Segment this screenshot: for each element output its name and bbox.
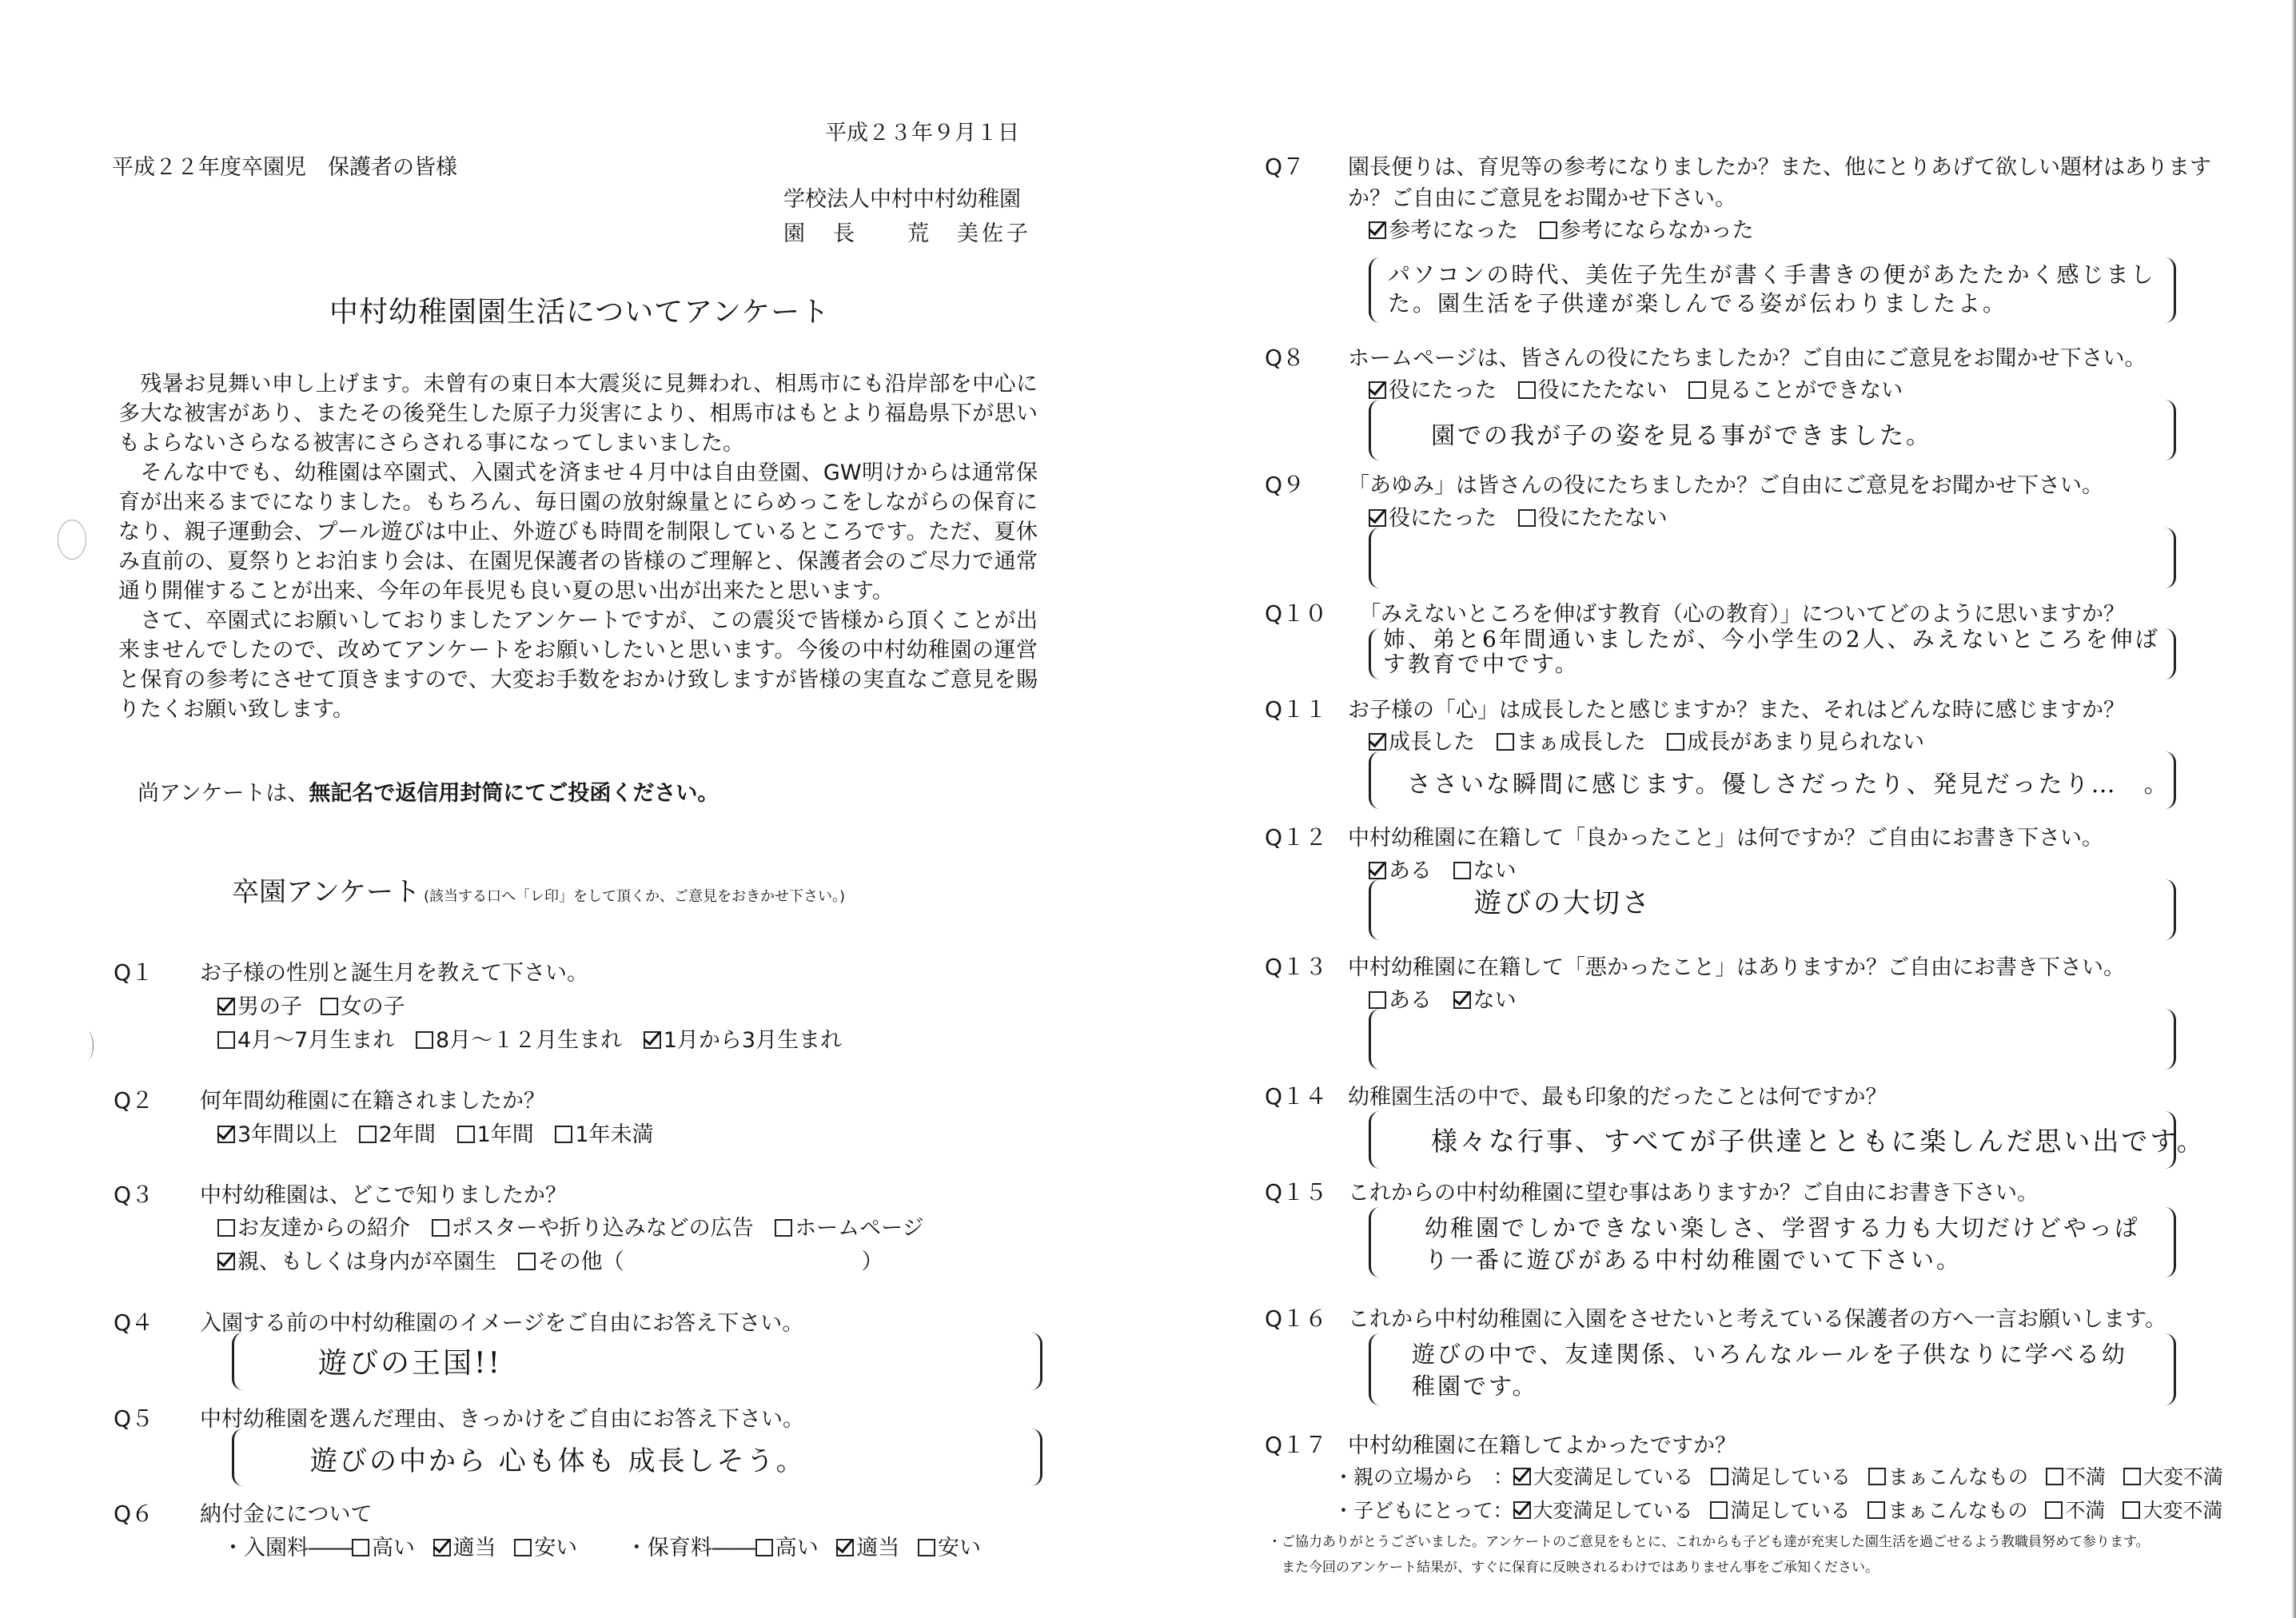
option-other[interactable] [518,1249,883,1274]
option-aug-dec[interactable] [416,1028,622,1053]
option-female[interactable] [321,994,405,1019]
footer-line-2: また今回のアンケート結果が、すぐに保育に反映されるわけではありません事をご承知ください。 [1268,1560,1879,1576]
q14-text: 幼稚園生活の中で、最も印象的だったことは何ですか？ [1348,1085,1887,1110]
option-very-dissatisfied[interactable] [2123,1465,2223,1488]
option-very-satisfied[interactable] [1513,1465,1693,1488]
punch-hole-mark [58,520,86,560]
checkbox[interactable] [2123,1468,2141,1485]
q10-answer: 姉、弟と6年間通いましたが、今小学生の2人、みえないところを伸ばす教育で中です。 [1383,626,2160,677]
q13-answer-bracket[interactable] [1369,1009,2176,1070]
checkbox[interactable] [1453,862,1471,879]
option-label: 見ることができない [1708,378,1903,403]
q17-child-label: ・子どもにとって： [1333,1499,1513,1522]
q15-text: これからの中村幼稚園に望む事はありますか？ご自由にお書き下さい。 [1348,1181,2039,1206]
q3-text: 中村幼稚園は、どこで知りましたか？ [200,1183,567,1208]
checkbox[interactable] [2046,1468,2063,1485]
q5-answer: 遊びの中から 心も体も 成長しそう。 [310,1445,806,1477]
document-title: 中村幼稚園園生活についてアンケート [329,296,831,329]
option-label: ない [1473,988,1517,1013]
checkbox[interactable] [217,1031,235,1049]
checkbox[interactable] [457,1126,475,1143]
q17-parent-label: ・親の立場から ： [1333,1465,1514,1488]
q10-number: Q１０ [1265,600,1328,627]
option-very-dissatisfied[interactable] [2123,1499,2222,1522]
q1-number: Q１ [114,959,154,986]
option-label: 成長があまり見られない [1687,730,1925,755]
checkbox-checked[interactable] [644,1031,661,1049]
checkbox-checked[interactable] [836,1539,854,1556]
option-label: 親、もしくは身内が卒園生 [237,1249,496,1274]
q3-options-a [217,1210,924,1241]
scan-artifact-mark [82,1031,94,1060]
option-satisfied[interactable] [1710,1499,1850,1522]
option-label: まぁ成長した [1516,730,1646,755]
checkbox[interactable] [1711,1468,1728,1485]
q1-text: お子様の性別と誕生月を教えて下さい。 [200,961,588,986]
checkbox[interactable] [514,1539,532,1556]
option-tuition-fair[interactable] [836,1536,899,1560]
option-label: 1年未満 [575,1122,654,1147]
q8-answer: 園での我が子の姿を見る事ができました。 [1431,422,1932,450]
checkbox-checked[interactable] [1369,509,1386,527]
q17-row-child [1333,1495,2222,1524]
option-2years[interactable] [359,1122,436,1147]
checkbox-checked[interactable] [1369,862,1386,879]
q4-answer: 遊びの王国!! [318,1347,502,1380]
intro-paragraph: 残暑お見舞い申し上げます。未曾有の東日本大震災に見舞われ、相馬市にも沿岸部を中心に多大な被害があり、またその後発生した原子力災害により、相馬市はもとより福島県下が思いもよらないさらなる被害にさらされる事になってしまいました。 [118,372,1038,456]
q1-options-gender [217,989,405,1020]
q7-number: Q７ [1265,153,1305,180]
q2-options [217,1117,654,1148]
option-label: お友達からの紹介 [237,1216,410,1241]
checkbox-checked[interactable] [1453,991,1471,1009]
option-very-satisfied[interactable] [1513,1499,1693,1522]
option-friend[interactable] [217,1216,410,1241]
option-label: 参考になった [1389,218,1518,243]
option-label: 安い [937,1536,981,1560]
option-poster[interactable] [432,1216,754,1241]
q7-answer: パソコンの時代、美佐子先生が書く手書きの便があたたかく感じました。園生活を子供達が楽しんでる姿が伝わりましたよ。 [1388,261,2156,317]
q7-options [1369,213,1754,244]
option-label: 不満 [2065,1499,2106,1522]
checkbox[interactable] [1867,1501,1885,1519]
intro-paragraph: そんな中でも、幼稚園は卒園式、入園式を済ませ４月中は自由登園、GW明けからは通常保育が出来るまでになりました。もちろん、毎日園の放射線量とにらめっこをしながらの保育になり、親子運動会、プール遊びは中止、外遊びも時間を制限しているところです。ただ、夏休み直前の、夏祭りとお泊まり会は、在園児保護者の皆様のご理解と、保護者会のご尽力で通常通り開催することが出来、今年の年長児も良い夏の思い出が出来たと思います。 [118,460,1038,604]
option-label: ポスターや折り込みなどの広告 [451,1216,754,1241]
q15-number: Q１５ [1265,1179,1328,1206]
checkbox[interactable] [918,1539,935,1556]
option-dissatisfied[interactable] [2046,1465,2106,1488]
option-under1year[interactable] [555,1122,653,1147]
option-satisfied[interactable] [1711,1465,1851,1488]
q9-number: Q９ [1265,472,1305,498]
option-label: ある [1389,988,1432,1013]
q16-number: Q１６ [1265,1305,1328,1332]
q7-text-line1: 園長便りは、育児等の参考になりましたか？また、他にとりあげて欲しい題材はあります [1348,155,2211,180]
sender-organization: 学校法人中村中村幼稚園 [783,187,1021,212]
q11-text: お子様の「心」は成長したと感じますか？また、それはどんな時に感じますか？ [1348,698,2125,723]
checkbox-checked[interactable] [217,1126,235,1143]
q9-text: 「あゆみ」は皆さんの役にたちましたか？ご自由にご意見をお聞かせ下さい。 [1348,473,2103,498]
option-so-so[interactable] [1868,1465,2028,1488]
checkbox[interactable] [321,998,338,1015]
addressee: 平成２２年度卒園児 保護者の皆様 [112,155,457,180]
q5-number: Q５ [114,1405,154,1432]
option-label: 役にたたない [1537,378,1668,403]
option-label: 参考にならなかった [1559,218,1754,243]
option-label: 成長した [1389,730,1475,755]
option-label: ホームページ [795,1216,924,1241]
checkbox[interactable] [1710,1501,1728,1519]
checkbox-checked[interactable] [1513,1501,1531,1519]
option-label: 満足している [1730,1499,1851,1522]
checkbox-checked[interactable] [1369,381,1386,399]
checkbox[interactable] [555,1126,572,1143]
option-helpful[interactable] [1369,218,1518,243]
q8-number: Q８ [1265,345,1305,371]
option-jan-mar[interactable] [644,1028,842,1053]
q13-text: 中村幼稚園に在籍して「悪かったこと」はありますか？ご自由にお書き下さい。 [1348,955,2125,980]
option-admission-cheap[interactable] [514,1536,577,1560]
sender-name: 園 長 荒 美佐子 [783,221,1031,246]
option-label: まぁこんなもの [1887,1465,2028,1488]
checkbox[interactable] [2123,1501,2140,1519]
option-label: 高い [372,1536,415,1560]
option-label: 適当 [452,1536,496,1560]
option-tuition-cheap[interactable] [918,1536,981,1560]
q6-tuition-label: ・保育料―― [625,1536,755,1560]
checkbox[interactable] [432,1219,449,1237]
q11-number: Q１１ [1265,696,1328,723]
checkbox[interactable] [1369,991,1386,1009]
option-label: 男の子 [237,994,302,1019]
checkbox-checked[interactable] [1369,221,1386,239]
q14-answer: 様々な行事、すべてが子供達とともに楽しんだ思い出です。 [1431,1126,2206,1157]
q16-answer: 遊びの中で、友達関係、いろんなルールを子供なりに学べる幼稚園です。 [1412,1341,2127,1400]
option-label: 大変不満 [2143,1465,2223,1488]
survey-heading-note: (該当する口へ「レ印」をして頂くか、ご意見をおきかせ下さい。) [423,888,846,905]
q9-answer-bracket[interactable] [1369,528,2176,588]
option-3years[interactable] [217,1122,337,1147]
option-label: 大変満足している [1533,1465,1694,1488]
q11-answer: ささいな瞬間に感じます。優しさだったり、発見だったり… 。 [1407,771,2170,799]
checkbox[interactable] [1667,733,1684,751]
intro-note-bold: 無記名で返信用封筒にてご投函ください。 [309,781,719,806]
q4-text: 入園する前の中村幼稚園のイメージをご自由にお答え下さい。 [200,1311,804,1336]
q12-answer: 遊びの大切さ [1474,887,1652,919]
checkbox-checked[interactable] [1513,1468,1531,1485]
option-label: 8月～１２月生まれ [435,1028,623,1053]
option-tuition-high[interactable] [755,1536,819,1560]
option-label: 女の子 [340,994,405,1019]
q1-options-birth [217,1022,842,1054]
q8-text: ホームページは、皆さんの役にたちましたか？ご自由にご意見をお聞かせ下さい。 [1348,346,2147,371]
option-label: 1月から3月生まれ [663,1028,843,1053]
checkbox-checked[interactable] [217,998,235,1015]
checkbox[interactable] [1868,1468,1886,1485]
option-label: まぁこんなもの [1887,1499,2028,1522]
checkbox[interactable] [2045,1501,2063,1519]
q14-number: Q１４ [1265,1083,1328,1110]
option-label: 適当 [856,1536,900,1560]
option-1year[interactable] [457,1122,534,1147]
option-label: その他（ ） [537,1249,883,1274]
checkbox-checked[interactable] [217,1253,235,1270]
q5-text: 中村幼稚園を選んだ理由、きっかけをご自由にお答え下さい。 [200,1407,804,1432]
checkbox[interactable] [416,1031,433,1049]
checkbox-checked[interactable] [1369,733,1386,751]
option-label: 大変不満 [2143,1499,2223,1522]
survey-heading [232,870,845,909]
option-label: 4月～7月生まれ [237,1028,395,1053]
q2-text: 何年間幼稚園に在籍されましたか？ [200,1089,545,1114]
option-label: 役にたった [1389,506,1497,531]
q6-admission-label: ・入園料―― [222,1536,352,1560]
intro-note [138,775,719,807]
q13-number: Q１３ [1265,954,1328,980]
q6-text: 納付金にについて [200,1502,373,1527]
option-not-helpful[interactable] [1540,218,1754,243]
intro-body [118,369,1038,724]
footer-line-1: ・ご協力ありがとうございました。アンケートのご意見をもとに、これからも子ども達が充実した園生活を過ごせるよう教職員努めて参ります。 [1268,1534,2150,1550]
option-label: ない [1473,859,1517,883]
option-admission-high[interactable] [352,1536,415,1560]
date: 平成２３年９月１日 [825,121,1019,145]
checkbox[interactable] [352,1539,369,1556]
checkbox[interactable] [1688,381,1706,399]
q17-number: Q１７ [1265,1432,1328,1458]
option-label: 満足している [1730,1465,1851,1488]
option-family-graduate[interactable] [217,1249,496,1274]
option-male[interactable] [217,994,302,1019]
q3-number: Q３ [114,1182,154,1208]
option-label: 3年間以上 [237,1122,338,1147]
q6-options [222,1530,981,1561]
survey-heading-title: 卒園アンケート [232,876,421,908]
option-label: 安い [534,1536,578,1560]
q2-number: Q２ [114,1087,154,1114]
q17-text: 中村幼稚園に在籍してよかったですか？ [1348,1433,1736,1458]
q7-text-line2: か？ご自由にご意見をお聞かせ下さい。 [1348,186,1736,211]
option-homepage[interactable] [775,1216,923,1241]
option-apr-jul[interactable] [217,1028,394,1053]
option-label: 大変満足している [1533,1499,1693,1522]
checkbox[interactable] [1518,381,1536,399]
option-so-so[interactable] [1867,1499,2027,1522]
q12-text: 中村幼稚園に在籍して「良かったこと」は何ですか？ご自由にお書き下さい。 [1348,826,2103,851]
checkbox[interactable] [775,1219,792,1237]
option-label: 役にたった [1389,378,1497,403]
checkbox[interactable] [1518,509,1536,527]
checkbox[interactable] [1497,733,1514,751]
intro-paragraph: さて、卒園式にお願いしておりましたアンケートですが、この震災で皆様から頂くことが出来ませんでしたので、改めてアンケートをお願いしたいと思います。今後の中村幼稚園の運営と保育の参考にさせて頂きますので、大変お手数をおかけ致しますが皆様の実直なご意見を賜りたくお願い致します。 [118,608,1038,722]
option-label: 2年間 [378,1122,436,1147]
option-dissatisfied[interactable] [2045,1499,2105,1522]
q15-answer: 幼稚園でしかできない楽しさ、学習する力も大切だけどやっぱり一番に遊びがある中村幼稚園でいて下さい。 [1425,1214,2140,1273]
checkbox-checked[interactable] [433,1539,451,1556]
option-label: 不満 [2065,1465,2106,1488]
option-label: ある [1389,859,1432,883]
checkbox[interactable] [518,1253,536,1270]
checkbox[interactable] [359,1126,377,1143]
scan-edge-shadow [2291,0,2296,1618]
q17-row-parent [1333,1461,2223,1490]
q10-text: 「みえないところを伸ばす教育（心の教育）」についてどのように思いますか？ [1359,602,2125,627]
option-admission-fair[interactable] [433,1536,496,1560]
q16-text: これから中村幼稚園に入園をさせたいと考えている保護者の方へ一言お願いします。 [1348,1307,2166,1332]
checkbox[interactable] [755,1539,773,1556]
checkbox[interactable] [217,1219,235,1237]
option-label: 役にたたない [1537,506,1668,531]
q3-options-b [217,1244,883,1275]
q6-number: Q６ [114,1500,154,1527]
intro-note-prefix: 尚アンケートは、 [138,781,309,806]
option-label: 1年間 [476,1122,534,1147]
q12-number: Q１２ [1265,824,1328,851]
checkbox[interactable] [1540,221,1557,239]
option-label: 高い [775,1536,819,1560]
q4-number: Q４ [114,1309,154,1336]
